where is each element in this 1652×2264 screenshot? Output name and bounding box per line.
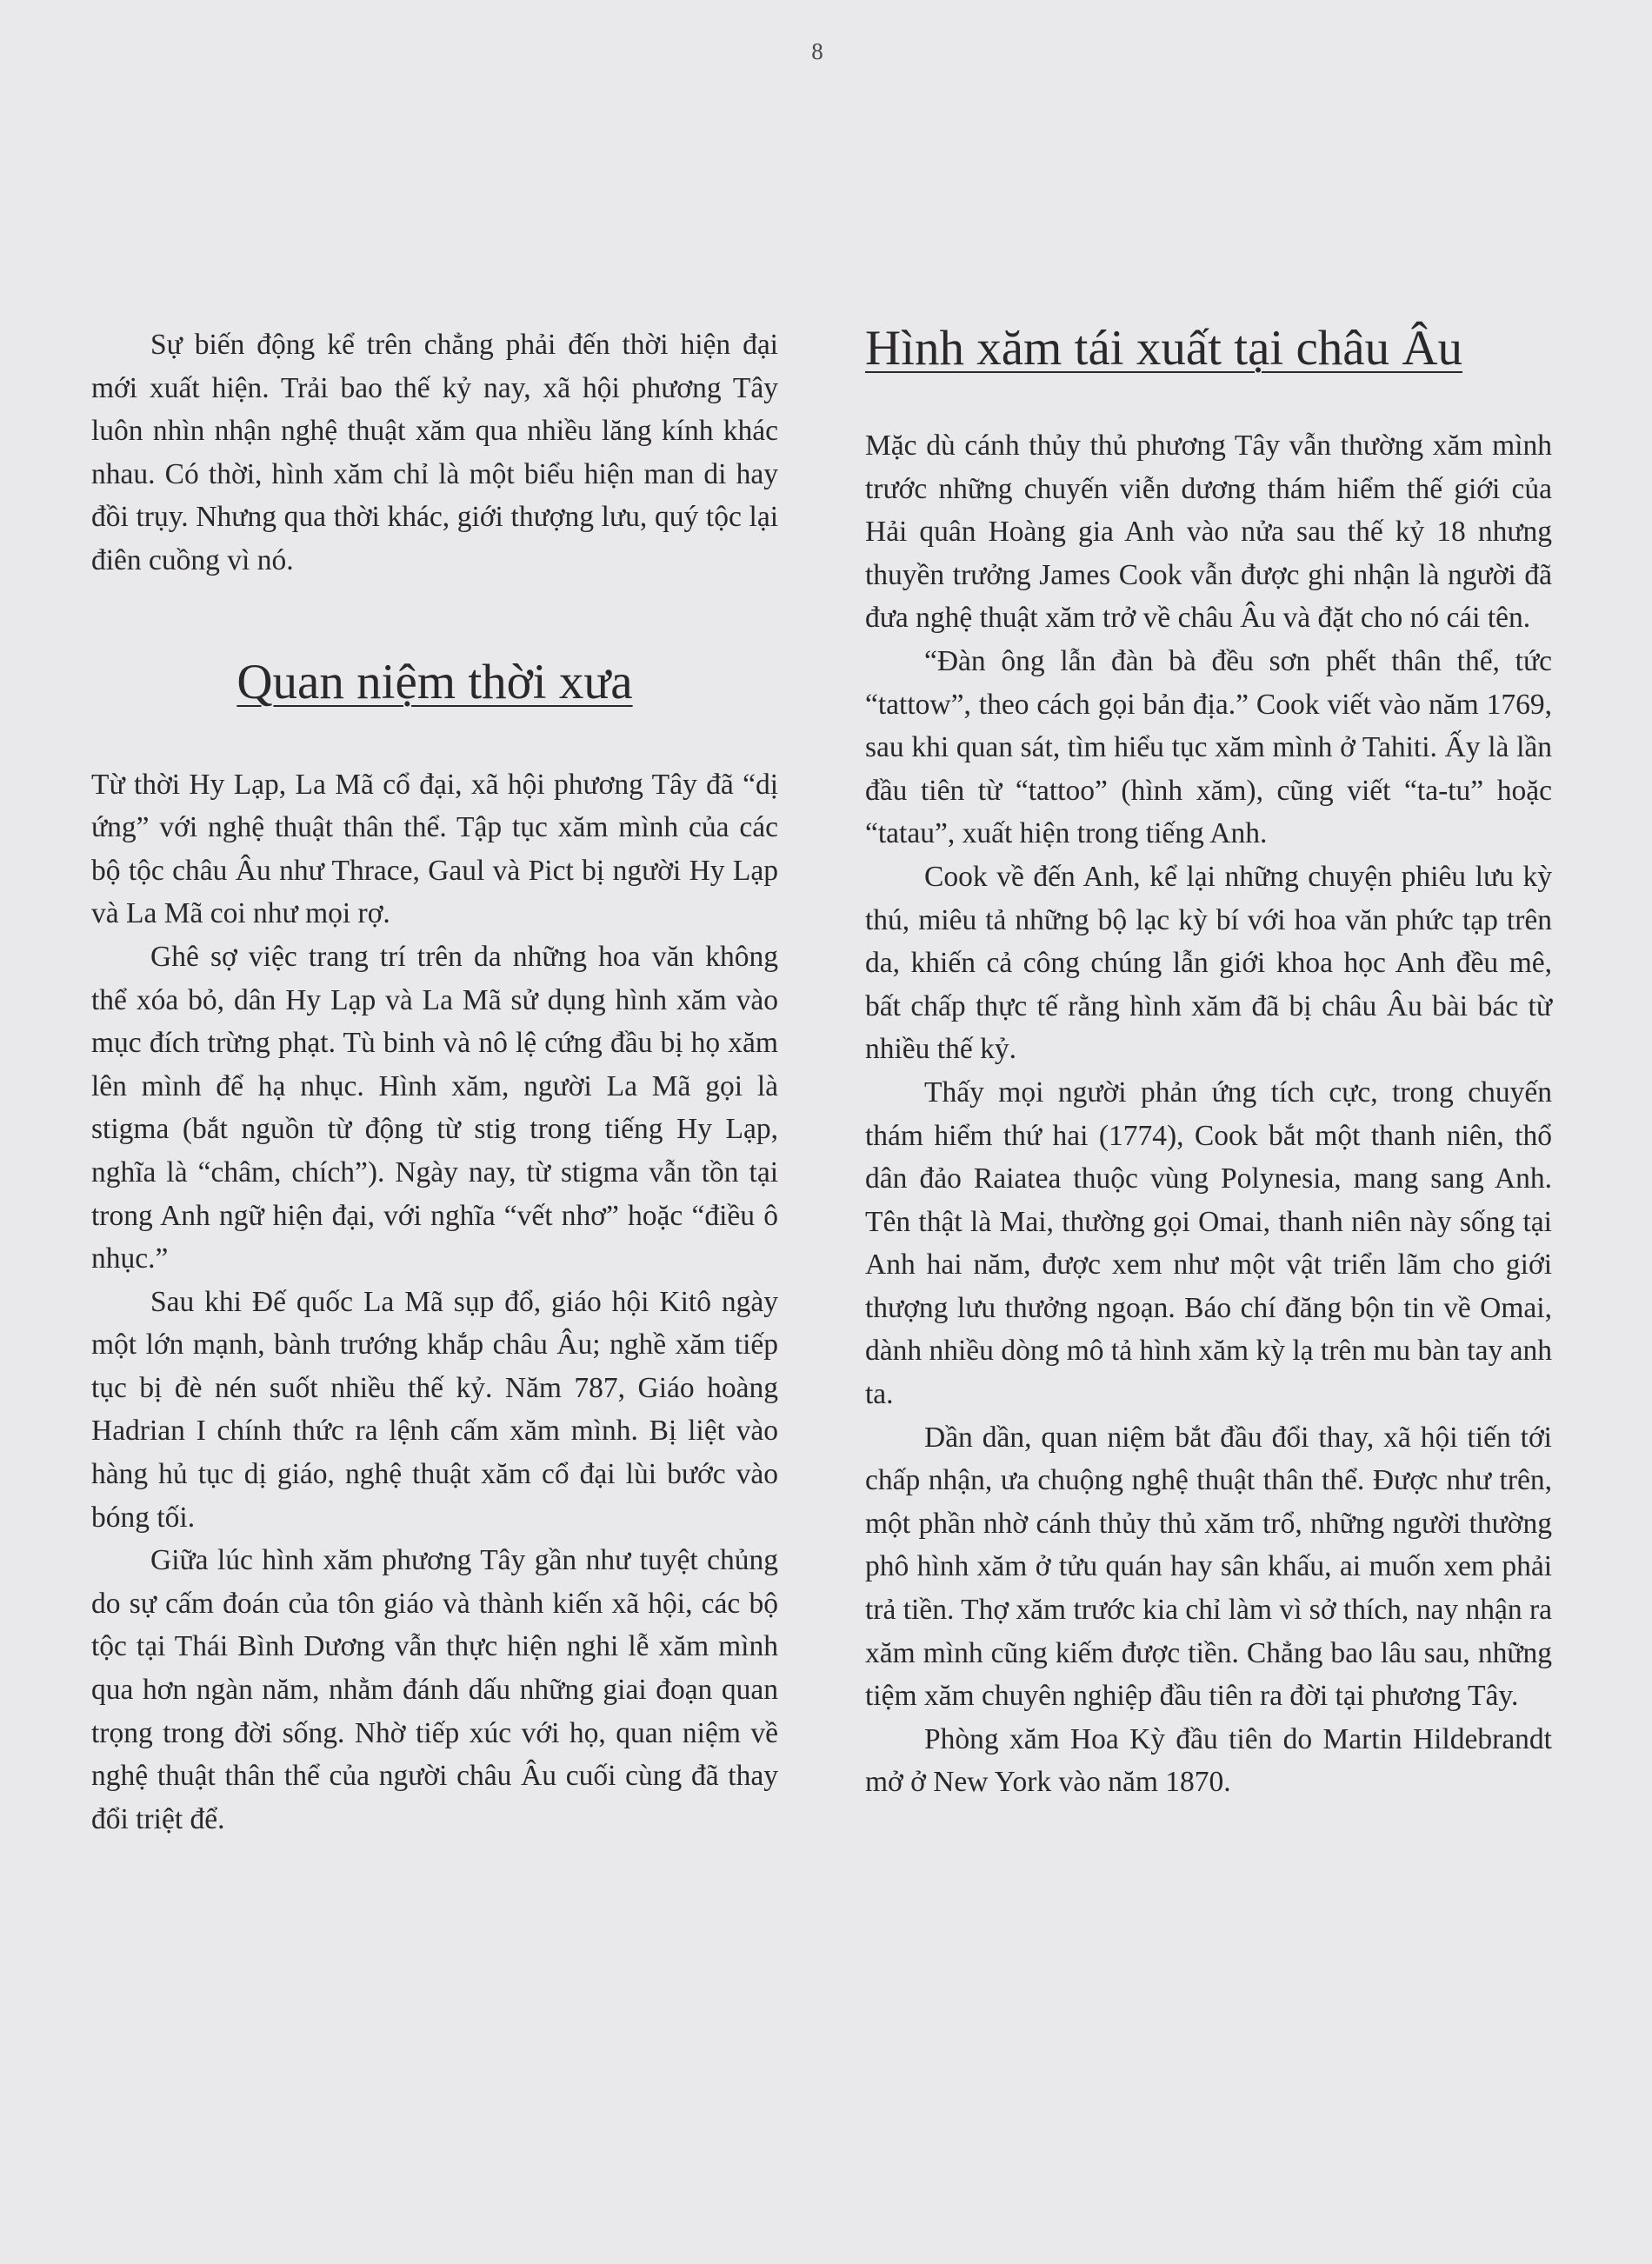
left-column — [91, 323, 778, 1841]
paragraph: Phòng xăm Hoa Kỳ đầu tiên do Martin Hildebrandt mở ở New York vào năm 1870. — [865, 1722, 1552, 1799]
paragraph: Dần dần, quan niệm bắt đầu đổi thay, xã hội tiến tới chấp nhận, ưa chuộng nghệ thuật thân thể. Được như trên, một phần nhờ cánh thủy thủ xăm trổ, những người thường phô hình xăm ở tửu quán hay sân khấu, ai muốn xem phải trả tiền. Thợ xăm trước kia chỉ làm vì sở thích, nay nhận ra xăm mình cũng kiếm được tiền. Chẳng bao lâu sau, những tiệm xăm chuyên nghiệp đầu tiên ra đời tại phương Tây. — [865, 1421, 1552, 1713]
paragraph: Ghê sợ việc trang trí trên da những hoa văn không thể xóa bỏ, dân Hy Lạp và La Mã sử dụng hình xăm vào mục đích trừng phạt. Tù binh và nô lệ cứng đầu bị họ xăm lên mình để hạ nhục. Hình xăm, người La Mã gọi là stigma (bắt nguồn từ động từ stig trong tiếng Hy Lạp, nghĩa là “châm, chích”). Ngày nay, từ stigma vẫn tồn tại trong Anh ngữ hiện đại, với nghĩa “vết nhơ” hoặc “điều ô nhục.” — [91, 940, 778, 1275]
paragraph: Mặc dù cánh thủy thủ phương Tây vẫn thường xăm mình trước những chuyến viễn dương thám hiểm thế giới của Hải quân Hoàng gia Anh vào nửa sau thế kỷ 18 nhưng thuyền trưởng James Cook vẫn được ghi nhận là người đã đưa nghệ thuật xăm trở về châu Âu và đặt cho nó cái tên. — [865, 429, 1552, 635]
paragraph: Cook về đến Anh, kể lại những chuyện phiêu lưu kỳ thú, miêu tả những bộ lạc kỳ bí với hoa văn phức tạp trên da, khiến cả công chúng lẫn giới khoa học Anh đều mê, bất chấp thực tế rằng hình xăm đã bị châu Âu bài bác từ nhiều thế kỷ. — [865, 860, 1552, 1066]
paragraph: Thấy mọi người phản ứng tích cực, trong chuyến thám hiểm thứ hai (1774), Cook bắt một thanh niên, thổ dân đảo Raiatea thuộc vùng Polynesia, mang sang Anh. Tên thật là Mai, thường gọi Omai, thanh niên này sống tại Anh hai năm, được xem như một vật triển lãm cho giới thượng lưu thưởng ngoạn. Báo chí đăng bộn tin về Omai, dành nhiều dòng mô tả hình xăm kỳ lạ trên mu bàn tay anh ta. — [865, 1075, 1552, 1411]
page-number: 8 — [811, 38, 823, 64]
paragraph: “Đàn ông lẫn đàn bà đều sơn phết thân thể, tức “tattow”, theo cách gọi bản địa.” Cook viết vào năm 1769, sau khi quan sát, tìm hiểu tục xăm mình ở Tahiti. Ấy là lần đầu tiên từ “tattoo” (hình xăm), cũng viết “ta-tu” hoặc “tatau”, xuất hiện trong tiếng Anh. — [865, 644, 1552, 850]
intro-paragraph: Sự biến động kể trên chẳng phải đến thời hiện đại mới xuất hiện. Trải bao thế kỷ nay, xã hội phương Tây luôn nhìn nhận nghệ thuật xăm qua nhiều lăng kính khác nhau. Có thời, hình xăm chỉ là một biểu hiện man di hay đồi trụy. Nhưng qua thời khác, giới thượng lưu, quý tộc lại điên cuồng vì nó. — [91, 329, 778, 576]
section-title-tattoo-returns: Hình xăm tái xuất tại châu Âu — [865, 321, 1462, 376]
section-title-ancient-views: Quan niệm thời xưa — [236, 654, 633, 709]
paragraph: Từ thời Hy Lạp, La Mã cổ đại, xã hội phương Tây đã “dị ứng” với nghệ thuật thân thể. Tập tục xăm mình của các bộ tộc châu Âu như Thrace, Gaul và Pict bị người Hy Lạp và La Mã coi như mọi rợ. — [91, 768, 778, 930]
paragraph: Sau khi Đế quốc La Mã sụp đổ, giáo hội Kitô ngày một lớn mạnh, bành trướng khắp châu Âu; nghề xăm tiếp tục bị đè nén suốt nhiều thế kỷ. Năm 787, Giáo hoàng Hadrian I chính thức ra lệnh cấm xăm mình. Bị liệt vào hàng hủ tục dị giáo, nghệ thuật xăm cổ đại lùi bước vào bóng tối. — [91, 1285, 778, 1534]
paragraph: Giữa lúc hình xăm phương Tây gần như tuyệt chủng do sự cấm đoán của tôn giáo và thành kiến xã hội, các bộ tộc tại Thái Bình Dương vẫn thực hiện nghi lễ xăm mình qua hơn ngàn năm, nhằm đánh dấu những giai đoạn quan trọng trong đời sống. Nhờ tiếp xúc với họ, quan niệm về nghệ thuật thân thể của người châu Âu cuối cùng đã thay đổi triệt để. — [91, 1544, 778, 1835]
right-column — [865, 323, 1552, 1804]
